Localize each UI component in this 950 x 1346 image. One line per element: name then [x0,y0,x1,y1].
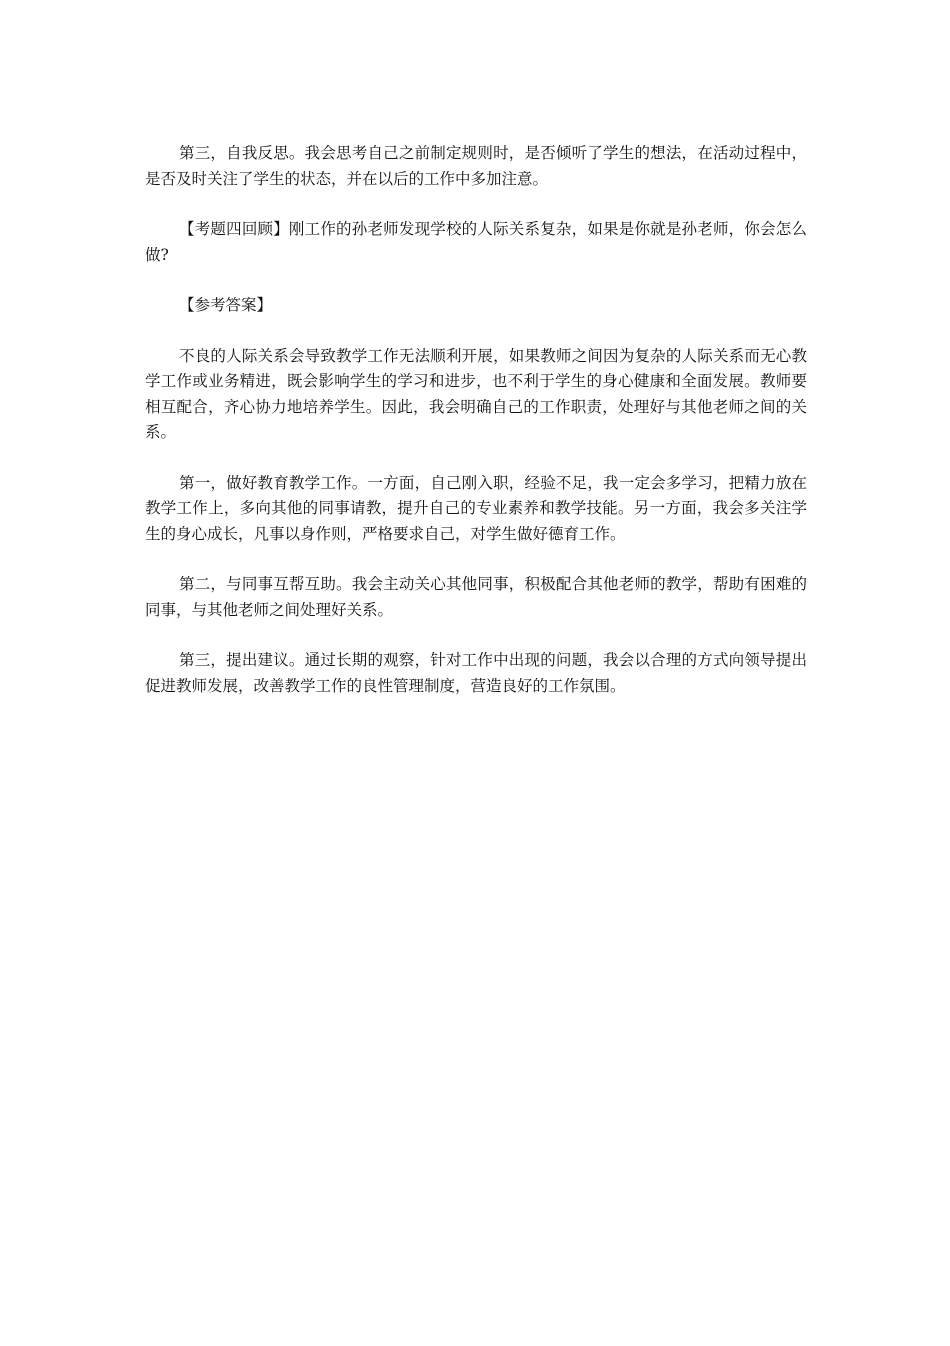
paragraph-point-one: 第一，做好教育教学工作。一方面，自己刚入职，经验不足，我一定会多学习，把精力放在教学工作上，多向其他的同事请教，提升自己的专业素养和教学技能。另一方面，我会多关注学生的身心成长，凡事以身作则，严格要求自己，对学生做好德育工作。 [145,473,807,543]
paragraph-point-three: 第三，提出建议。通过长期的观察，针对工作中出现的问题，我会以合理的方式向领导提出促进教师发展，改善教学工作的良性管理制度，营造良好的工作氛围。 [145,651,807,695]
paragraph-point-two: 第二，与同事互帮互助。我会主动关心其他同事，积极配合其他老师的教学，帮助有困难的同事，与其他老师之间处理好关系。 [145,575,807,619]
paragraph-answer-intro: 不良的人际关系会导致教学工作无法顺利开展，如果教师之间因为复杂的人际关系而无心教学工作或业务精进，既会影响学生的学习和进步，也不利于学生的身心健康和全面发展。教师要相互配合，齐心协力地培养学生。因此，我会明确自己的工作职责，处理好与其他老师之间的关系。 [145,346,807,441]
paragraph-self-reflection: 第三，自我反思。我会思考自己之前制定规则时，是否倾听了学生的想法，在活动过程中，是否及时关注了学生的状态，并在以后的工作中多加注意。 [145,144,807,188]
paragraph-reference-answer-heading: 【参考答案】 [179,296,273,314]
document-body [145,141,807,699]
paragraph-exam-question-four: 【考题四回顾】刚工作的孙老师发现学校的人际关系复杂，如果是你就是孙老师，你会怎么做? [145,220,807,264]
